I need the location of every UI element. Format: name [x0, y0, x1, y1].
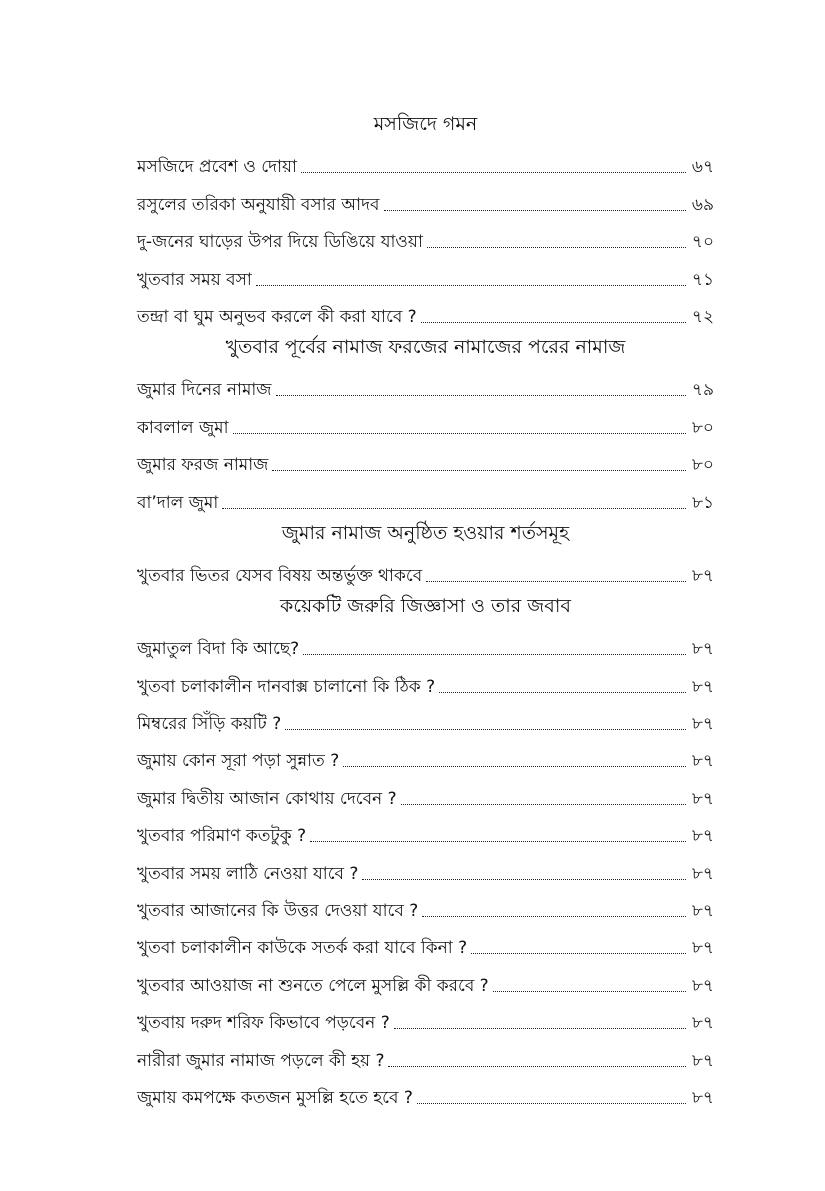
- toc-entry-page-number: ৮০: [691, 417, 714, 438]
- toc-entry: [137, 1072, 714, 1109]
- toc-entry-title: খুতবার আজানের কি উত্তর দেওয়া যাবে ?: [137, 901, 419, 922]
- toc-entry: [137, 847, 714, 884]
- dot-leader: [422, 916, 686, 917]
- toc-entry-page-number: ৮০: [691, 455, 714, 476]
- toc-entry-page-number: ৮৭: [691, 1050, 714, 1071]
- dot-leader: [303, 654, 686, 655]
- toc-entry-title: খুতবার ভিতর যেসব বিষয় অন্তর্ভুক্ত থাকবে: [137, 565, 423, 586]
- toc-entry: [137, 772, 714, 809]
- section-heading: কয়েকটি জরুরি জিজ্ঞাসা ও তার জবাব: [280, 594, 571, 617]
- toc-entry: [137, 997, 714, 1034]
- toc-entry: [137, 885, 714, 922]
- table-of-contents: [137, 105, 714, 1109]
- toc-entry-page-number: ৬৯: [691, 194, 714, 215]
- toc-entry-title: মিম্বরের সিঁড়ি কয়টি ?: [137, 714, 282, 735]
- toc-entry-page-number: ৮৭: [691, 938, 714, 959]
- dot-leader: [285, 729, 686, 730]
- toc-entry-title: খুতবা চলাকালীন দানবাক্স চালানো কি ঠিক ?: [137, 676, 436, 697]
- toc-entry-page-number: ৮৭: [691, 975, 714, 996]
- dot-leader: [233, 433, 686, 434]
- toc-entry: [137, 698, 714, 735]
- toc-entry-title: খুতবার সময় বসা: [137, 269, 252, 290]
- dot-leader: [426, 581, 686, 582]
- dot-leader: [439, 692, 686, 693]
- toc-entry-page-number: ৮৭: [691, 788, 714, 809]
- toc-entry-page-number: ৮৭: [691, 639, 714, 660]
- dot-leader: [388, 1066, 686, 1067]
- dot-leader: [471, 953, 686, 954]
- toc-entry-page-number: ৭৯: [691, 380, 714, 401]
- toc-entry: [137, 1034, 714, 1071]
- toc-entry: [137, 735, 714, 772]
- toc-entry-title: জুমায় কমপক্ষে কতজন মুসল্লি হতে হবে ?: [137, 1087, 413, 1108]
- dot-leader: [276, 395, 686, 396]
- toc-entry-page-number: ৮৭: [691, 565, 714, 586]
- toc-entry: [137, 810, 714, 847]
- toc-entry-title: তন্দ্রা বা ঘুম অনুভব করলে কী করা যাবে ?: [137, 306, 417, 327]
- toc-entry: [137, 660, 714, 697]
- dot-leader: [421, 322, 686, 323]
- toc-entry-title: দু-জনের ঘাড়ের উপর দিয়ে ডিঙিয়ে যাওয়া: [137, 232, 423, 253]
- toc-entry-title: জুমার দ্বিতীয় আজান কোথায় দেবেন ?: [137, 788, 397, 809]
- toc-entry-page-number: ৮৭: [691, 714, 714, 735]
- toc-entry-page-number: ৭১: [691, 269, 714, 290]
- toc-entry-title: খুতবার পরিমাণ কতটুকু ?: [137, 826, 307, 847]
- toc-entry: [137, 216, 714, 253]
- dot-leader: [401, 804, 686, 805]
- toc-entry-title: কাবলাল জুমা: [137, 417, 229, 438]
- dot-leader: [384, 210, 686, 211]
- toc-entry-page-number: ৮৭: [691, 901, 714, 922]
- toc-entry-title: জুমার ফরজ নামাজ: [137, 455, 269, 476]
- toc-entry-page-number: ৮৭: [691, 1087, 714, 1108]
- toc-entry: [137, 476, 714, 513]
- toc-entry-page-number: ৮৭: [691, 676, 714, 697]
- dot-leader: [427, 247, 686, 248]
- section-heading: মসজিদে গমন: [373, 113, 478, 135]
- toc-entry-page-number: ৮৭: [691, 751, 714, 772]
- dot-leader: [493, 991, 686, 992]
- section-heading: খুতবার পূর্বের নামাজ ফরজের নামাজের পরের নামাজ: [225, 335, 626, 358]
- dot-leader: [394, 1028, 686, 1029]
- toc-entry: [137, 439, 714, 476]
- dot-leader: [256, 285, 686, 286]
- dot-leader: [417, 1103, 686, 1104]
- toc-entry: [137, 959, 714, 996]
- toc-entry-title: খুতবার আওয়াজ না শুনতে পেলে মুসল্লি কী করবে ?: [137, 975, 489, 996]
- dot-leader: [343, 766, 686, 767]
- toc-entry: [137, 401, 714, 438]
- toc-entry-title: নারীরা জুমার নামাজ পড়লে কী হয় ?: [137, 1050, 385, 1071]
- toc-entry-title: বা’দাল জুমা: [137, 492, 219, 513]
- toc-entry-title: খুতবা চলাকালীন কাউকে সতর্ক করা যাবে কিনা ?: [137, 938, 468, 959]
- toc-entry: [137, 178, 714, 215]
- toc-entry-title: মসজিদে প্রবেশ ও দোয়া: [137, 157, 297, 178]
- toc-entry: [137, 141, 714, 178]
- section-heading: জুমার নামাজ অনুষ্ঠিত হওয়ার শর্তসমূহ: [281, 521, 570, 544]
- toc-entry-page-number: ৭০: [691, 232, 714, 253]
- dot-leader: [301, 172, 686, 173]
- dot-leader: [272, 470, 686, 471]
- dot-leader: [310, 841, 686, 842]
- toc-entry-title: জুমার দিনের নামাজ: [137, 380, 272, 401]
- toc-entry: [137, 253, 714, 290]
- toc-entry-page-number: ৮৭: [691, 1013, 714, 1034]
- toc-entry-page-number: ৭২: [691, 306, 714, 327]
- toc-entry-page-number: ৮৭: [691, 863, 714, 884]
- toc-entry: [137, 922, 714, 959]
- dot-leader: [362, 879, 686, 880]
- dot-leader: [222, 508, 686, 509]
- toc-entry-title: রসুলের তরিকা অনুযায়ী বসার আদব: [137, 194, 380, 215]
- toc-entry-title: জুমায় কোন সূরা পড়া সুন্নাত ?: [137, 751, 340, 772]
- toc-entry: [137, 364, 714, 401]
- toc-entry-page-number: ৮১: [691, 492, 714, 513]
- toc-entry: [137, 623, 714, 660]
- toc-entry-title: খুতবার সময় লাঠি নেওয়া যাবে ?: [137, 863, 359, 884]
- toc-entry-title: খুতবায় দরুদ শরিফ কিভাবে পড়বেন ?: [137, 1013, 390, 1034]
- toc-entry-title: জুমাতুল বিদা কি আছে?: [137, 639, 300, 660]
- toc-entry: [137, 550, 714, 587]
- toc-entry-page-number: ৮৭: [691, 826, 714, 847]
- toc-entry: [137, 291, 714, 328]
- toc-entry-page-number: ৬৭: [691, 157, 714, 178]
